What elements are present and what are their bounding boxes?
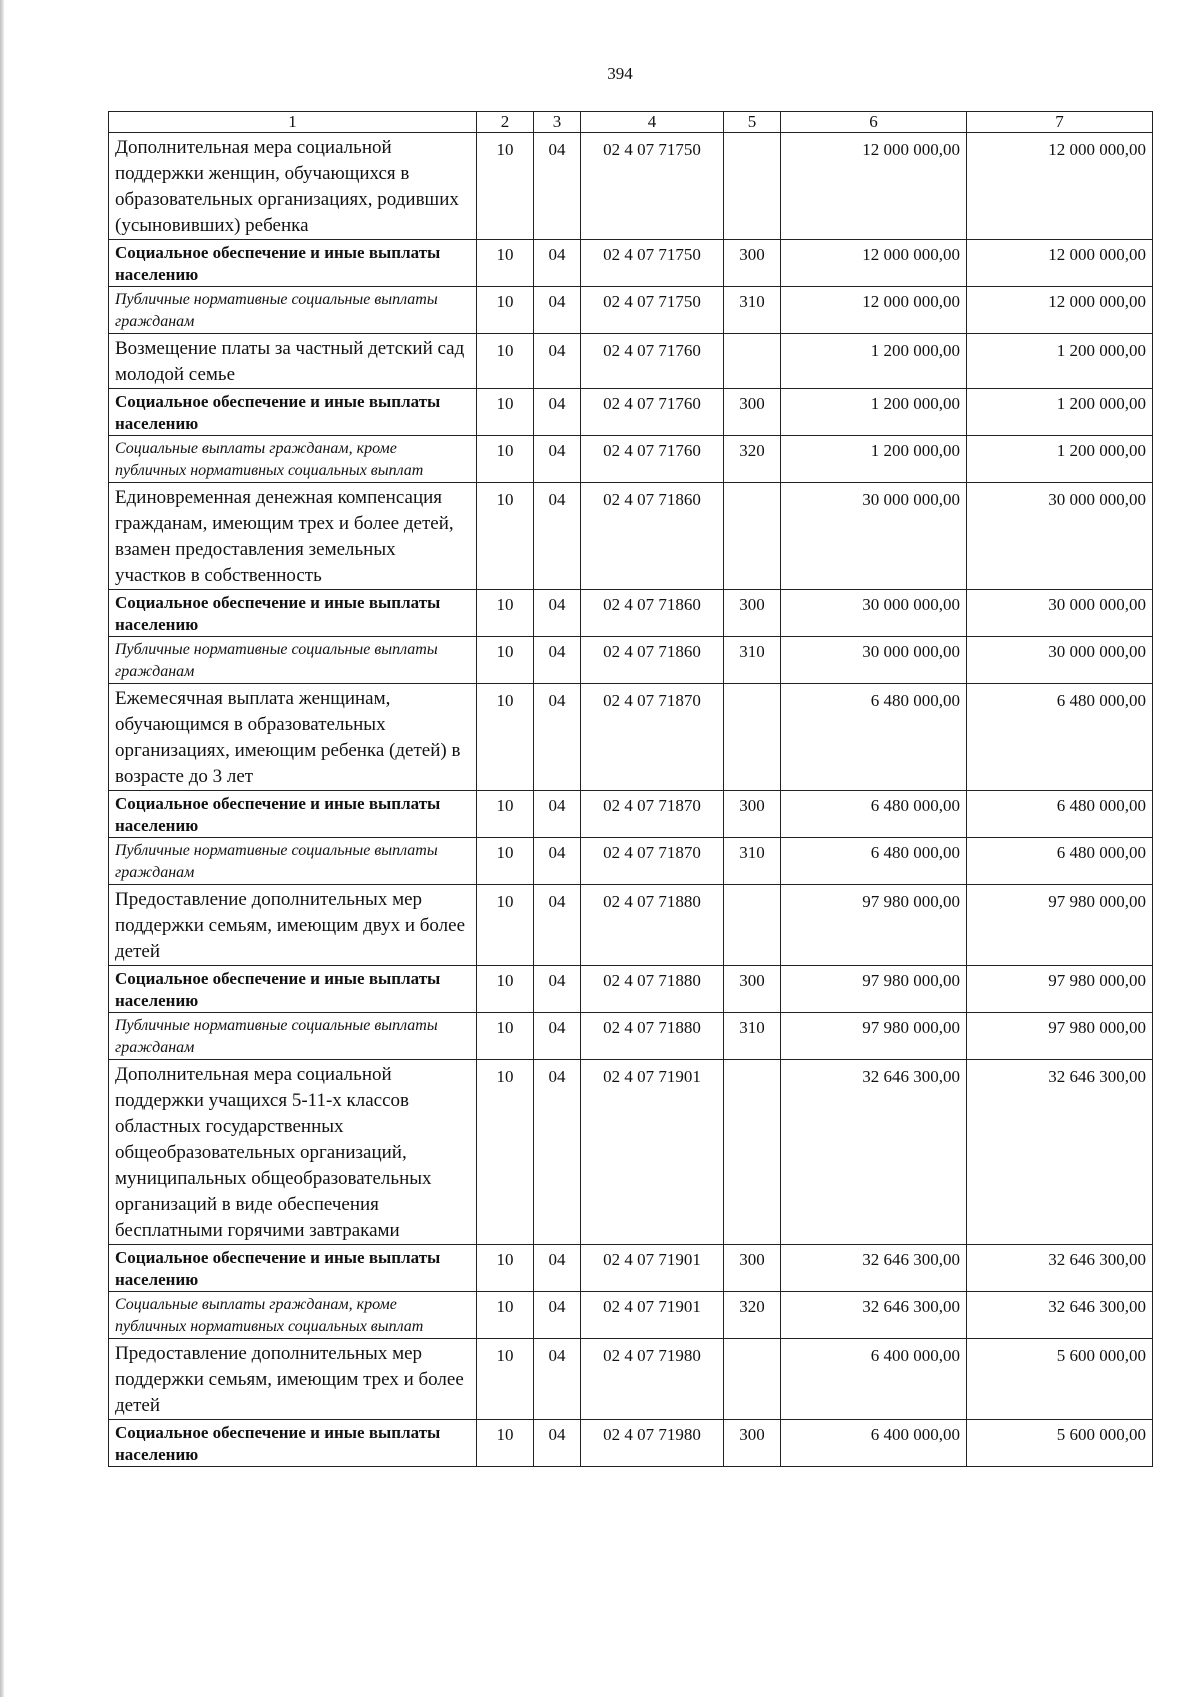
item-name: Социальное обеспечение и иные выплаты населению [109,389,477,436]
target-article-code: 02 4 07 71901 [581,1292,724,1339]
target-article-code: 02 4 07 71760 [581,389,724,436]
expense-type-code [724,885,781,966]
section-code: 10 [477,1292,534,1339]
item-name: Социальное обеспечение и иные выплаты населению [109,791,477,838]
amount-year-2: 1 200 000,00 [967,436,1153,483]
subsection-code: 04 [534,1420,581,1467]
target-article-code: 02 4 07 71750 [581,133,724,240]
table-row [109,966,1153,1013]
subsection-code: 04 [534,637,581,684]
amount-year-1: 6 400 000,00 [781,1339,967,1420]
item-name: Публичные нормативные социальные выплаты гражданам [109,637,477,684]
expense-type-code: 300 [724,1420,781,1467]
amount-year-1: 6 480 000,00 [781,791,967,838]
table-row [109,240,1153,287]
target-article-code: 02 4 07 71901 [581,1060,724,1245]
subsection-code: 04 [534,436,581,483]
expense-type-code: 310 [724,287,781,334]
subsection-code: 04 [534,1060,581,1245]
target-article-code: 02 4 07 71760 [581,334,724,389]
item-name: Публичные нормативные социальные выплаты гражданам [109,287,477,334]
table-row [109,1339,1153,1420]
amount-year-1: 12 000 000,00 [781,287,967,334]
column-header-6: 6 [781,112,967,133]
section-code: 10 [477,334,534,389]
target-article-code: 02 4 07 71870 [581,838,724,885]
target-article-code: 02 4 07 71880 [581,1013,724,1060]
amount-year-1: 30 000 000,00 [781,637,967,684]
target-article-code: 02 4 07 71860 [581,483,724,590]
amount-year-1: 1 200 000,00 [781,436,967,483]
section-code: 10 [477,287,534,334]
amount-year-1: 30 000 000,00 [781,483,967,590]
target-article-code: 02 4 07 71870 [581,684,724,791]
amount-year-1: 97 980 000,00 [781,1013,967,1060]
amount-year-2: 12 000 000,00 [967,240,1153,287]
subsection-code: 04 [534,240,581,287]
subsection-code: 04 [534,1292,581,1339]
amount-year-2: 30 000 000,00 [967,483,1153,590]
section-code: 10 [477,1245,534,1292]
expense-type-code: 300 [724,966,781,1013]
amount-year-2: 6 480 000,00 [967,684,1153,791]
target-article-code: 02 4 07 71901 [581,1245,724,1292]
item-name: Предоставление дополнительных мер поддержки семьям, имеющим двух и более детей [109,885,477,966]
expense-type-code: 320 [724,1292,781,1339]
item-name: Публичные нормативные социальные выплаты гражданам [109,1013,477,1060]
table-row [109,334,1153,389]
amount-year-1: 1 200 000,00 [781,389,967,436]
target-article-code: 02 4 07 71880 [581,885,724,966]
subsection-code: 04 [534,483,581,590]
amount-year-2: 97 980 000,00 [967,966,1153,1013]
section-code: 10 [477,590,534,637]
expense-type-code [724,133,781,240]
subsection-code: 04 [534,1339,581,1420]
amount-year-2: 32 646 300,00 [967,1060,1153,1245]
amount-year-2: 32 646 300,00 [967,1245,1153,1292]
item-name: Единовременная денежная компенсация гражданам, имеющим трех и более детей, взамен предоставления земельных участков в собственность [109,483,477,590]
target-article-code: 02 4 07 71860 [581,637,724,684]
subsection-code: 04 [534,966,581,1013]
amount-year-2: 97 980 000,00 [967,885,1153,966]
amount-year-1: 97 980 000,00 [781,885,967,966]
amount-year-1: 12 000 000,00 [781,240,967,287]
budget-table [108,111,1153,1467]
target-article-code: 02 4 07 71860 [581,590,724,637]
item-name: Дополнительная мера социальной поддержки женщин, обучающихся в образовательных организациях, родивших (усыновивших) ребенка [109,133,477,240]
table-row [109,483,1153,590]
expense-type-code [724,1339,781,1420]
subsection-code: 04 [534,287,581,334]
item-name: Социальное обеспечение и иные выплаты населению [109,240,477,287]
subsection-code: 04 [534,389,581,436]
expense-type-code: 300 [724,389,781,436]
item-name: Дополнительная мера социальной поддержки учащихся 5-11-х классов областных государственных общеобразовательных организаций, муниципальных общеобразовательных организаций в виде обеспечения бесплатными горячими завтраками [109,1060,477,1245]
item-name: Предоставление дополнительных мер поддержки семьям, имеющим трех и более детей [109,1339,477,1420]
table-row [109,389,1153,436]
subsection-code: 04 [534,334,581,389]
section-code: 10 [477,966,534,1013]
section-code: 10 [477,1339,534,1420]
amount-year-1: 6 400 000,00 [781,1420,967,1467]
target-article-code: 02 4 07 71870 [581,791,724,838]
item-name: Ежемесячная выплата женщинам, обучающимся в образовательных организациях, имеющим ребенка (детей) в возрасте до 3 лет [109,684,477,791]
item-name: Социальное обеспечение и иные выплаты населению [109,1245,477,1292]
table-row [109,133,1153,240]
section-code: 10 [477,436,534,483]
table-row [109,637,1153,684]
amount-year-2: 12 000 000,00 [967,287,1153,334]
expense-type-code: 310 [724,838,781,885]
section-code: 10 [477,1420,534,1467]
table-row [109,1292,1153,1339]
amount-year-1: 1 200 000,00 [781,334,967,389]
amount-year-2: 6 480 000,00 [967,791,1153,838]
expense-type-code [724,334,781,389]
section-code: 10 [477,838,534,885]
subsection-code: 04 [534,838,581,885]
expense-type-code: 310 [724,1013,781,1060]
column-header-2: 2 [477,112,534,133]
subsection-code: 04 [534,590,581,637]
table-row [109,590,1153,637]
section-code: 10 [477,240,534,287]
item-name: Возмещение платы за частный детский сад молодой семье [109,334,477,389]
amount-year-1: 32 646 300,00 [781,1292,967,1339]
target-article-code: 02 4 07 71750 [581,287,724,334]
table-row [109,1060,1153,1245]
expense-type-code: 300 [724,240,781,287]
expense-type-code: 300 [724,590,781,637]
section-code: 10 [477,1013,534,1060]
column-header-5: 5 [724,112,781,133]
amount-year-2: 5 600 000,00 [967,1420,1153,1467]
table-row [109,838,1153,885]
item-name: Социальное обеспечение и иные выплаты населению [109,966,477,1013]
column-header-4: 4 [581,112,724,133]
target-article-code: 02 4 07 71750 [581,240,724,287]
expense-type-code: 300 [724,791,781,838]
amount-year-1: 6 480 000,00 [781,684,967,791]
section-code: 10 [477,483,534,590]
amount-year-2: 12 000 000,00 [967,133,1153,240]
amount-year-1: 6 480 000,00 [781,838,967,885]
column-header-1: 1 [109,112,477,133]
section-code: 10 [477,389,534,436]
table-row [109,1245,1153,1292]
amount-year-1: 12 000 000,00 [781,133,967,240]
target-article-code: 02 4 07 71880 [581,966,724,1013]
subsection-code: 04 [534,1245,581,1292]
column-number-header [109,112,1153,133]
item-name: Социальные выплаты гражданам, кроме публичных нормативных социальных выплат [109,436,477,483]
expense-type-code [724,684,781,791]
expense-type-code [724,1060,781,1245]
item-name: Социальное обеспечение и иные выплаты населению [109,1420,477,1467]
subsection-code: 04 [534,1013,581,1060]
amount-year-2: 6 480 000,00 [967,838,1153,885]
amount-year-2: 97 980 000,00 [967,1013,1153,1060]
section-code: 10 [477,1060,534,1245]
table-row [109,436,1153,483]
item-name: Социальное обеспечение и иные выплаты населению [109,590,477,637]
table-body [109,112,1153,1467]
expense-type-code: 300 [724,1245,781,1292]
target-article-code: 02 4 07 71760 [581,436,724,483]
table-row [109,1420,1153,1467]
item-name: Социальные выплаты гражданам, кроме публичных нормативных социальных выплат [109,1292,477,1339]
amount-year-1: 30 000 000,00 [781,590,967,637]
section-code: 10 [477,791,534,838]
subsection-code: 04 [534,791,581,838]
subsection-code: 04 [534,133,581,240]
column-header-3: 3 [534,112,581,133]
table-row [109,684,1153,791]
subsection-code: 04 [534,684,581,791]
section-code: 10 [477,684,534,791]
table-row [109,287,1153,334]
amount-year-1: 32 646 300,00 [781,1060,967,1245]
amount-year-1: 32 646 300,00 [781,1245,967,1292]
amount-year-2: 1 200 000,00 [967,389,1153,436]
amount-year-2: 5 600 000,00 [967,1339,1153,1420]
target-article-code: 02 4 07 71980 [581,1420,724,1467]
amount-year-2: 30 000 000,00 [967,637,1153,684]
amount-year-2: 32 646 300,00 [967,1292,1153,1339]
scan-edge-shadow [0,0,4,1697]
column-header-7: 7 [967,112,1153,133]
table-row [109,1013,1153,1060]
subsection-code: 04 [534,885,581,966]
amount-year-2: 1 200 000,00 [967,334,1153,389]
item-name: Публичные нормативные социальные выплаты гражданам [109,838,477,885]
amount-year-2: 30 000 000,00 [967,590,1153,637]
amount-year-1: 97 980 000,00 [781,966,967,1013]
section-code: 10 [477,133,534,240]
expense-type-code [724,483,781,590]
table-row [109,885,1153,966]
section-code: 10 [477,885,534,966]
table-row [109,791,1153,838]
page-number: 394 [607,64,633,83]
expense-type-code: 320 [724,436,781,483]
section-code: 10 [477,637,534,684]
target-article-code: 02 4 07 71980 [581,1339,724,1420]
expense-type-code: 310 [724,637,781,684]
